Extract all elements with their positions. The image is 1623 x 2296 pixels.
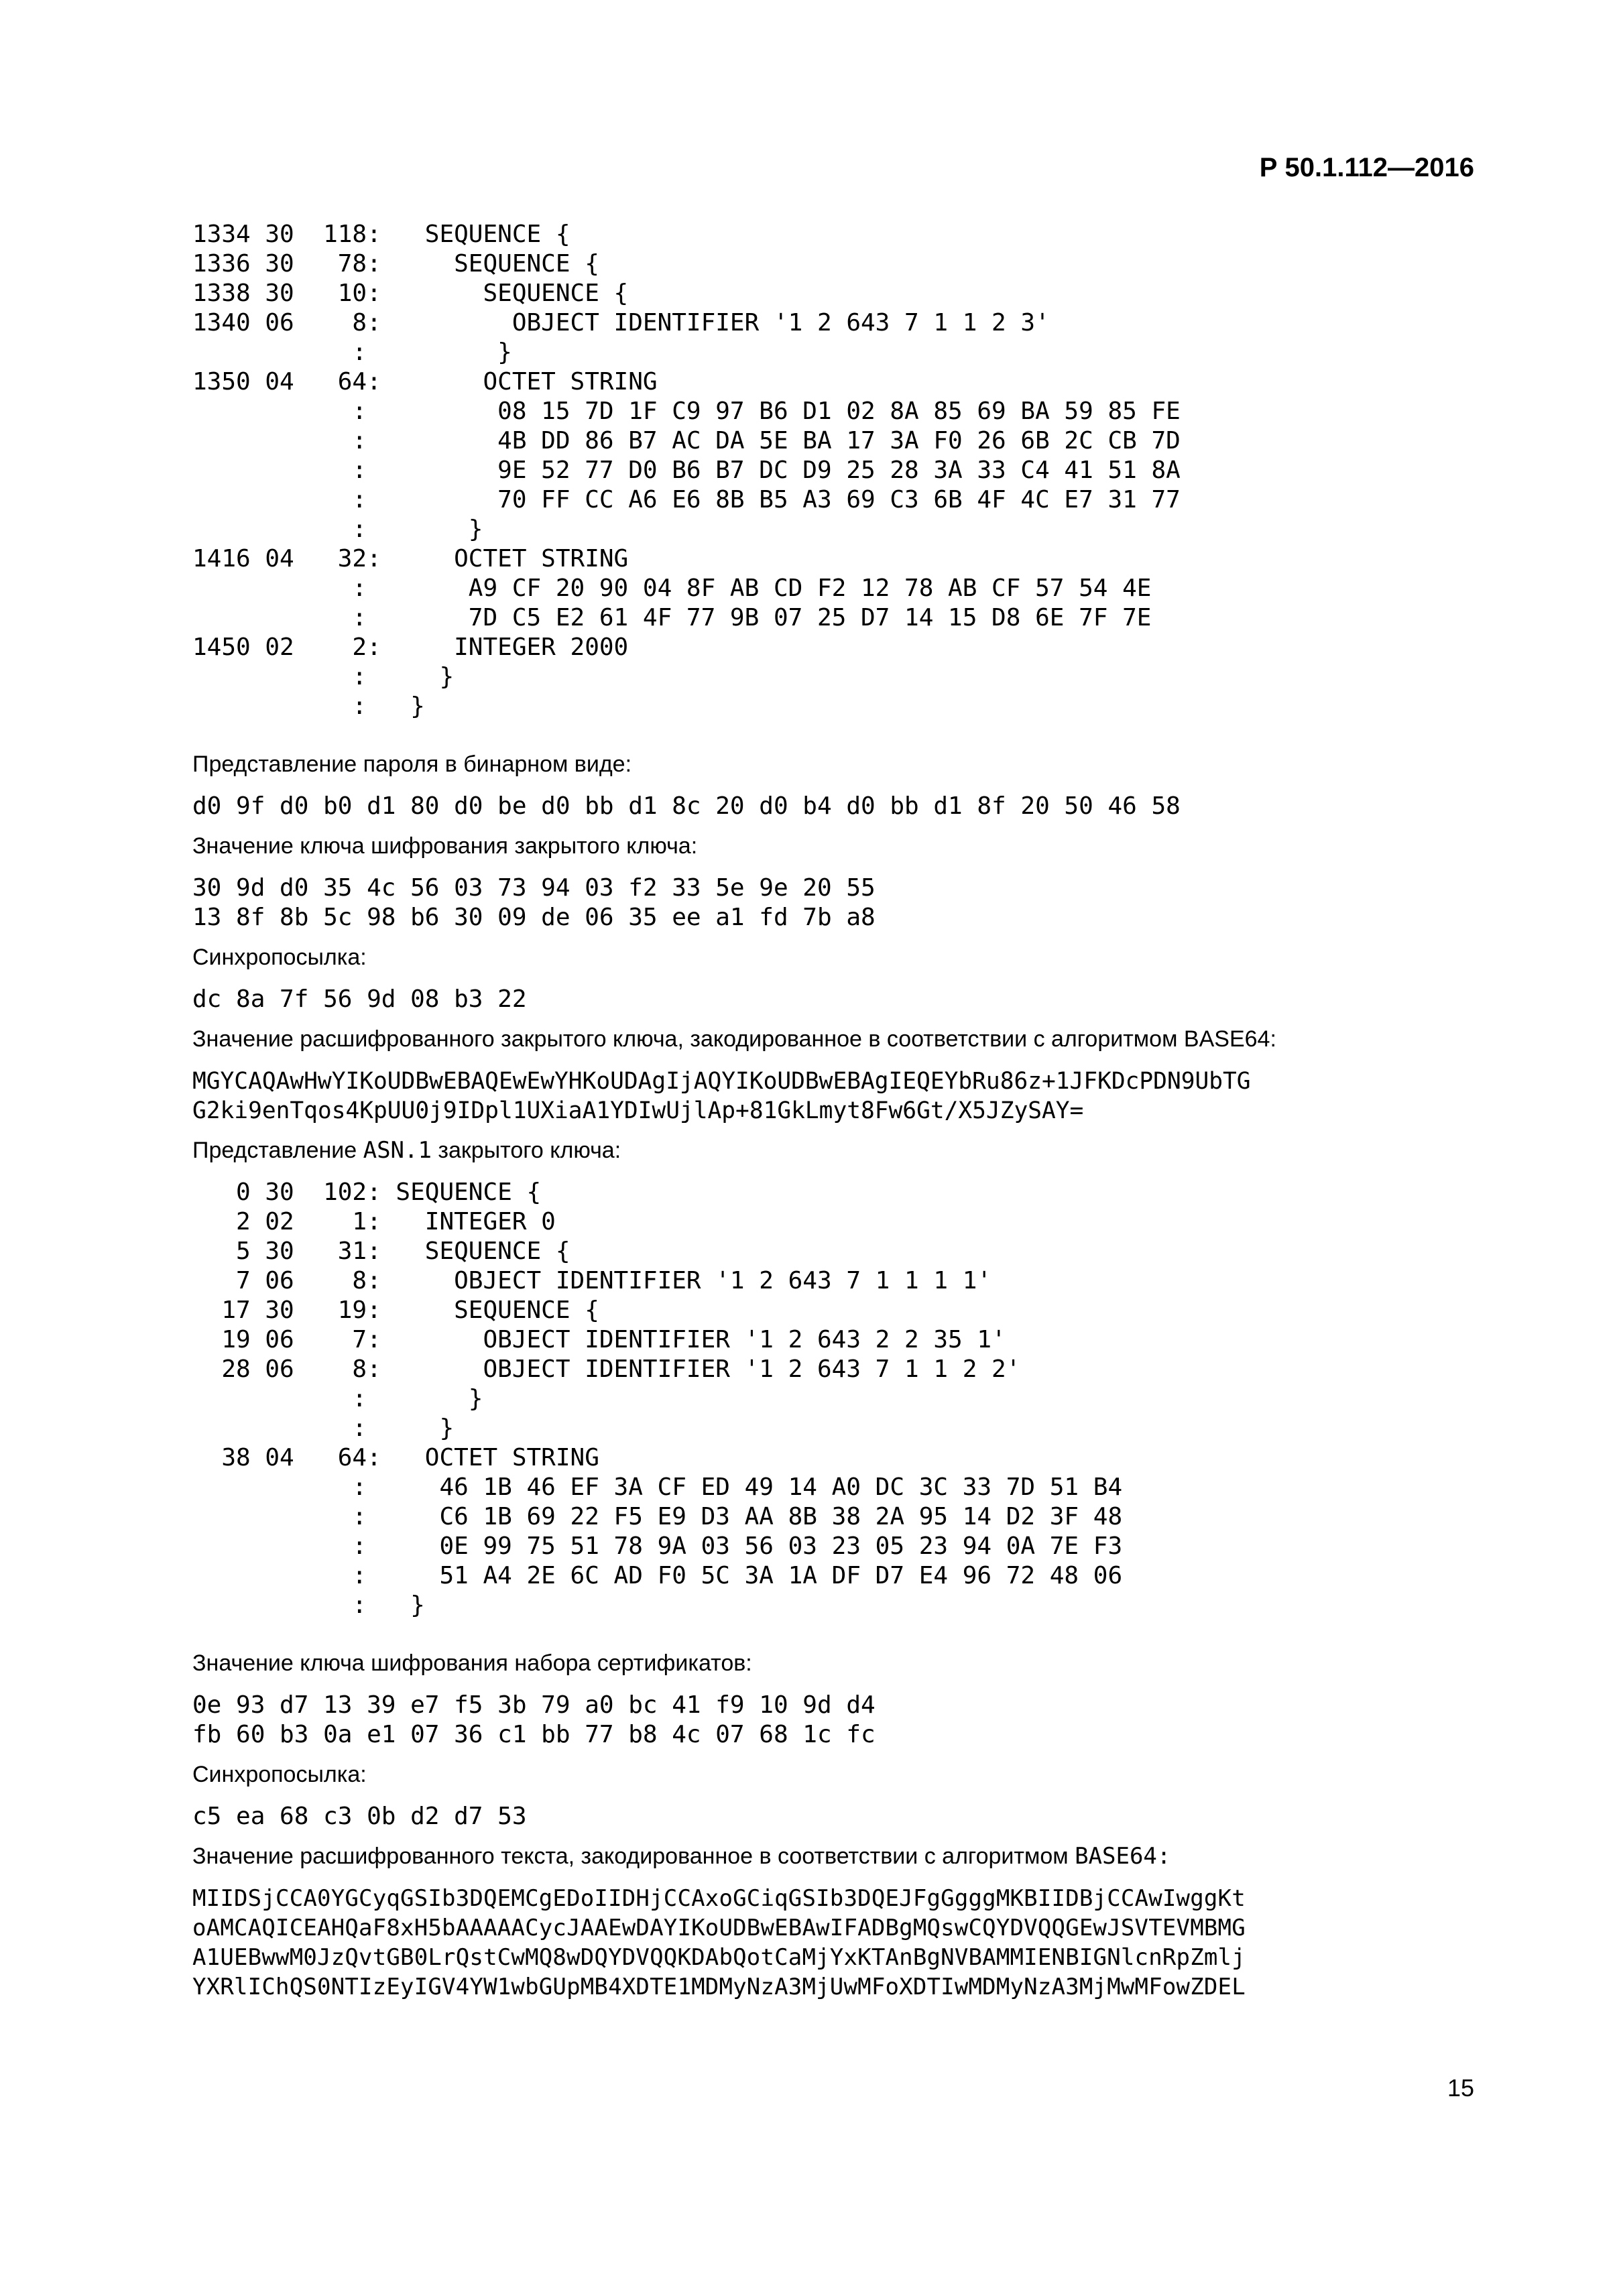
- private-key-asn1-label: [192, 1136, 1486, 1165]
- iv-label: Синхропосылка:: [192, 945, 367, 970]
- cert-bag-enc-key-value: 0e 93 d7 13 39 e7 f5 3b 79 a0 bc 41 f9 10 9d d4 fb 60 b3 0a e1 07 36 c1 bb 77 b8 4c 07 68 1c fc: [192, 1691, 876, 1748]
- decrypted-private-key-label: Значение расшифрованного закрытого ключа, закодированное в соответствии с алгоритмом BASE64:: [192, 1026, 1276, 1052]
- password-binary-label: Представление пароля в бинарном виде:: [192, 751, 632, 777]
- private-key-enc-key-value: 30 9d d0 35 4c 56 03 73 94 03 f2 33 5e 9e 20 55 13 8f 8b 5c 98 b6 30 09 de 06 35 ee a1 fd 7b a8: [192, 874, 876, 931]
- private-key-enc-key-label: Значение ключа шифрования закрытого ключа:: [192, 833, 698, 859]
- iv-value-2: c5 ea 68 c3 0b d2 d7 53: [192, 1803, 527, 1830]
- private-key-asn1-label-code: ASN.1: [363, 1137, 432, 1164]
- page-content: [192, 220, 1486, 2002]
- decrypted-text-label-code: BASE64:: [1075, 1843, 1171, 1870]
- decrypted-private-key-value: MGYCAQAwHwYIKoUDBwEBAQEwEwYHKoUDAgIjAQYIKoUDBwEBAgIEQEYbRu86z+1JFKDcPDN9UbTG G2ki9enTqos4KpUU0j9IDpl1UXiaA1YDIwUjlAp+81GkLmyt8Fw6Gt/X5JZySAY=: [192, 1068, 1251, 1124]
- page-number: 15: [1447, 2074, 1474, 2102]
- iv-value: dc 8a 7f 56 9d 08 b3 22: [192, 985, 527, 1013]
- private-key-asn1-listing: 0 30 102: SEQUENCE { 2 02 1: INTEGER 0 5 30 31: SEQUENCE { 7 06 8: OBJECT IDENTIFIER '1 2 643 7 1 1 1 1' 17 30 19: SEQUENCE { 19 06 7: OBJECT IDENTIFIER '1 2 643 2 2 35 1' 28 06 8: OBJECT IDENTIFIER '1 2 643 7 1 1 2 2' : } : } 38 04 64: OCTET STRING : 46 1B 46 EF 3A CF ED 49 14 A0 DC 3C 33 7D 51 B4 : C6 1B 69 22 F5 E9 D3 AA 8B 38 2A 95 14 D2 3F 48 : 0E 99 75 51 78 9A 03 56 03 23 05 23 94 0A 7E F3 : 51 A4 2E 6C AD F0 5C 3A 1A DF D7 E4 96 72 48 06 : }: [221, 1179, 1123, 1619]
- private-key-asn1-label-prefix: Представление: [192, 1138, 363, 1163]
- decrypted-text-label-prefix: Значение расшифрованного текста, закодированное в соответствии с алгоритмом: [192, 1844, 1075, 1869]
- password-binary-value: d0 9f d0 b0 d1 80 d0 be d0 bb d1 8c 20 d0 b4 d0 bb d1 8f 20 50 46 58: [192, 792, 1181, 820]
- asn1-listing-certificate-key-params: 1334 30 118: SEQUENCE { 1336 30 78: SEQUENCE { 1338 30 10: SEQUENCE { 1340 06 8: OBJECT IDENTIFIER '1 2 643 7 1 1 2 3' : } 1350 04 64: OCTET STRING : 08 15 7D 1F C9 97 B6 D1 02 8A 85 69 BA 59 85 FE : 4B DD 86 B7 AC DA 5E BA 17 3A F0 26 6B 2C CB 7D : 9E 52 77 D0 B6 B7 DC D9 25 28 3A 33 C4 41 51 8A : 70 FF CC A6 E6 8B B5 A3 69 C3 6B 4F 4C E7 31 77 : } 1416 04 32: OCTET STRING : A9 CF 20 90 04 8F AB CD F2 12 78 AB CF 57 54 4E : 7D C5 E2 61 4F 77 9B 07 25 D7 14 15 D8 6E 7F 7E 1450 02 2: INTEGER 2000 : } : }: [192, 221, 1181, 720]
- private-key-asn1-label-suffix: закрытого ключа:: [431, 1138, 621, 1163]
- document-number: Р 50.1.112—2016: [1259, 153, 1474, 182]
- decrypted-text-label: [192, 1841, 1486, 1871]
- iv-label-2: Синхропосылка:: [192, 1762, 367, 1787]
- decrypted-text-value: MIIDSjCCA0YGCyqGSIb3DQEMCgEDoIIDHjCCAxoGCiqGSIb3DQEJFgGgggMKBIIDBjCCAwIwggKt oAMCAQICEAHQaF8xH5bAAAAACycJAAEwDAYIKoUDBwEBAwIFADBgMQswCQYDVQQGEwJSVTEVMBMG A1UEBwwM0JzQvtGB0LrQstCwMQ8wDQYDVQQKDAbQotCaMjYxKTAnBgNVBAMMIENBIGNlcnRpZmlj YXRlIChQS0NTIzEyIGV4YW1wbGUpMB4XDTE1MDMyNzA3MjUwMFoXDTIwMDMyNzA3MjMwMFowZDEL: [192, 1885, 1246, 2000]
- cert-bag-enc-key-label: Значение ключа шифрования набора сертификатов:: [192, 1650, 752, 1676]
